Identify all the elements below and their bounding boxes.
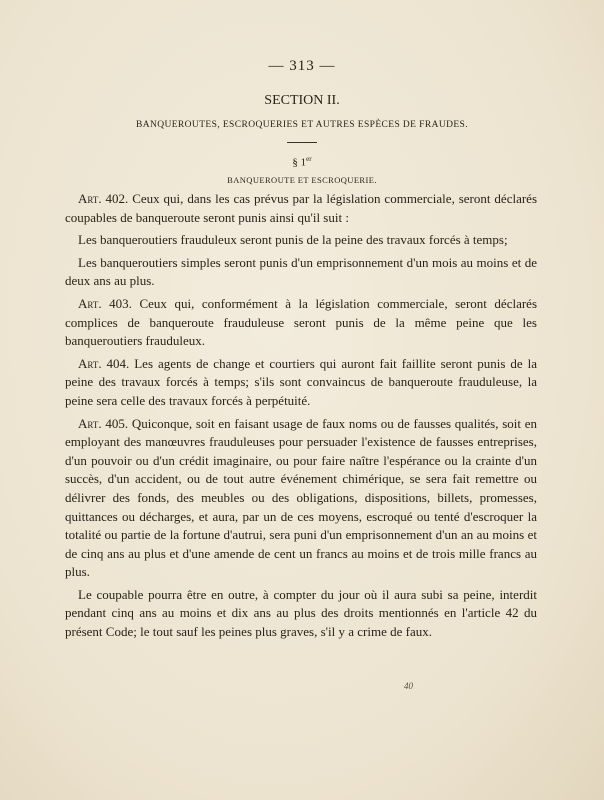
article-text: Ceux qui, dans les cas prévus par la législation commerciale, seront déclarés coupables de banqueroute seront punis ainsi qu'il suit : xyxy=(65,191,537,225)
divider-rule xyxy=(287,142,317,143)
article-label: Art. xyxy=(78,415,102,431)
article-label: Art. xyxy=(78,191,102,206)
page-number: — 313 — xyxy=(268,58,336,74)
article-number: 405. xyxy=(105,415,129,431)
signature-mark: 40 xyxy=(404,681,413,691)
section-subtitle: BANQUEROUTES, ESCROQUERIES ET AUTRES ESPÈCES DE FRAUDES. xyxy=(135,120,469,130)
paragraph xyxy=(65,254,537,291)
article-405 xyxy=(65,415,537,582)
paragraph xyxy=(65,586,537,642)
article-text: Ceux qui, conformément à la législation commerciale, seront déclarés complices de banqueroute frauduleuse seront punis de la même peine que les banqueroutiers frauduleux. xyxy=(65,295,538,349)
paragraph-title: BANQUEROUTE ET ESCROQUERIE. xyxy=(227,175,377,185)
article-label: Art. xyxy=(78,295,102,311)
article-text: Quiconque, soit en faisant usage de faux noms ou de fausses qualités, soit en employant des manœuvres frauduleuses pour persuader l'existence de fausses entreprises, d'un pouvoir ou d'un crédit imaginaire, ou pour faire naître l'espérance ou la crainte d'un succès, d'un accident, ou de tout autre événement chimérique, se sera fait remettre ou délivrer des fonds, des meubles ou des obligations, dispositions, billets, promesses, quittances ou décharges, et aura, par un de ces moyens, escroqué ou tenté d'escroquer la totalité ou partie de la fortune d'autrui, sera puni d'un emprisonnement d'un an au moins et de cinq ans au plus et d'une amende de cent un francs au moins et de trois mille francs au plus. xyxy=(65,415,538,580)
article-label: Art. xyxy=(78,355,102,371)
article-404 xyxy=(65,355,537,411)
paragraph-text: Les banqueroutiers simples seront punis d'un emprisonnement d'un mois au moins et de deux ans au plus. xyxy=(65,254,537,289)
paragraph xyxy=(65,231,537,250)
paragraph-marker-text: § 1 xyxy=(292,156,307,169)
article-number: 403. xyxy=(109,295,132,311)
paragraph-marker-sup: er xyxy=(306,155,312,163)
article-402 xyxy=(65,190,537,227)
article-number: 404. xyxy=(106,355,130,371)
article-number: 402. xyxy=(105,191,129,206)
paragraph-text: Les banqueroutiers frauduleux seront punis de la peine des travaux forcés à temps; xyxy=(78,232,508,248)
paragraph-marker xyxy=(0,155,604,169)
section-title: SECTION II. xyxy=(264,93,340,108)
article-text: Les agents de change et courtiers qui auront fait faillite seront punis de la peine des travaux forcés à temps; s'ils sont convaincus de banqueroute frauduleuse, la peine sera celle des travaux forcés à perpétuité. xyxy=(65,355,537,408)
paragraph-text: Le coupable pourra être en outre, à compter du jour où il aura subi sa peine, interdit pendant cinq ans au moins et dix ans au plus des droits mentionnés en l'article 42 du présent Code; le tout sauf les peines plus graves, s'il y a crime de faux. xyxy=(65,586,537,640)
article-403 xyxy=(65,295,537,351)
body-text xyxy=(65,190,537,646)
